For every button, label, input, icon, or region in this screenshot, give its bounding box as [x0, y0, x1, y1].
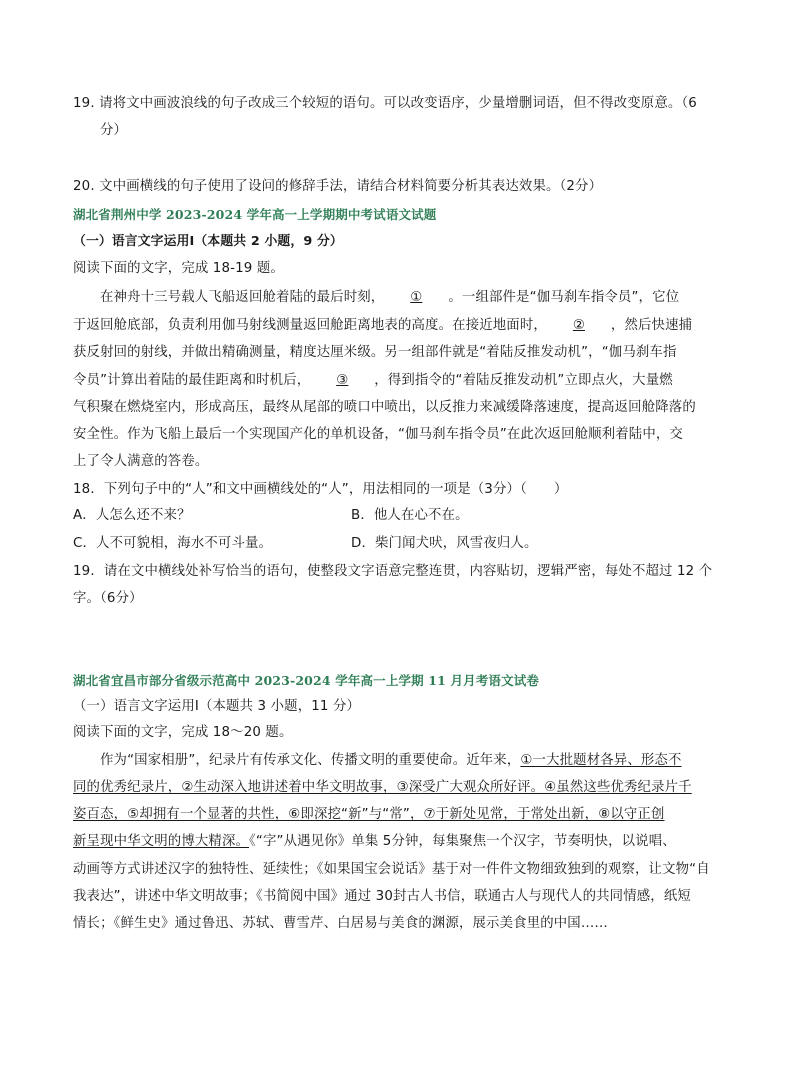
passage-2-line-4 — [73, 832, 725, 852]
section-1-instruction: 阅读下面的文字，完成 18-19 题。 — [73, 261, 284, 276]
passage-2-line-7: 情长；《鲜生史》通过鲁迅、苏轼、曹雪芹、白居易与美食的渊源，展示美食里的中国…… — [73, 916, 608, 931]
underlined-sentence: ①一大批题材各异、形态不 — [520, 753, 682, 768]
question-18-text: 18．下列句子中的“人”和文中画横线处的“人”，用法相同的一项是（3分）（ ） — [73, 482, 568, 497]
option-c: C．人不可貌相，海水不可斗量。 — [73, 536, 273, 551]
question-19-text-cont: 字。（6分） — [73, 591, 143, 606]
option-a: A．人怎么还不来？ — [73, 508, 191, 523]
passage-1-line-3: 获反射回的射线，并做出精确测量，精度达厘米级。另一组部件就是“着陆反推发动机”，“伽马刹车指 — [73, 345, 677, 360]
passage-text: 。一组部件是“伽马刹车指令员”，它位 — [448, 290, 680, 305]
passage-1-line-4 — [73, 371, 725, 391]
question-19-text-cont: 分） — [100, 123, 128, 138]
passage-text: 在神舟十三号载人飞船返回舱着陆的最后时刻， — [100, 290, 385, 305]
passage-1-line-2 — [73, 316, 725, 336]
passage-text: ，得到指令的“着陆反推发动机”立即点火，大量燃 — [374, 373, 673, 388]
question-19-text: 19．请在文中横线处补写恰当的语句，使整段文字语意完整连贯，内容贴切，逻辑严密，每处不超过 12 个 — [73, 564, 713, 579]
option-b: B．他人在心不在。 — [351, 508, 469, 523]
section-2-instruction: 阅读下面的文字，完成 18～20 题。 — [73, 725, 293, 740]
section-1-subtitle: （一）语言文字运用Ⅰ（本题共 2 小题，9 分） — [73, 234, 343, 249]
section-2-subtitle: （一）语言文字运用Ⅰ（本题共 3 小题，11 分） — [73, 699, 361, 714]
section-2-title: 湖北省宜昌市部分省级示范高中 2023-2024 学年高一上学期 11 月月考语文试卷 — [73, 673, 540, 688]
blank-3: ③ — [336, 373, 349, 388]
option-d: D．柴门闻犬吠，风雪夜归人。 — [351, 536, 538, 551]
passage-2-line-5: 动画等方式讲述汉字的独特性、延续性；《如果国宝会说话》基于对一件件文物细致独到的观察，让文物“自 — [73, 862, 710, 877]
passage-text: 令员”计算出着陆的最佳距离和时机后， — [73, 373, 311, 388]
passage-text: 《“字”从遇见你》单集 5分钟，每集聚焦一个汉字，节奏明快，以说唱、 — [249, 834, 676, 849]
blank-1: ① — [410, 290, 423, 305]
passage-1-line-6: 安全性。作为飞船上最后一个实现国产化的单机设备，“伽马刹车指令员”在此次返回舱顺利着陆中，交 — [73, 427, 683, 442]
passage-text: 于返回舱底部，负责利用伽马射线测量返回舱距离地表的高度。在接近地面时， — [73, 318, 547, 333]
passage-2-line-3: 姿百态，⑤却拥有一个显著的共性，⑥即深挖“新”与“常”，⑦于新处见常，于常处出新，⑧以守正创 — [73, 807, 665, 822]
passage-text: 作为“国家相册”，纪录片有传承文化、传播文明的重要使命。近年来， — [100, 753, 521, 768]
blank-2: ② — [572, 318, 585, 333]
passage-2-line-1 — [73, 751, 752, 771]
passage-2-line-6: 我表达”，讲述中华文明故事；《书简阅中国》通过 30封古人书信，联通古人与现代人的共同情感，纸短 — [73, 889, 691, 904]
passage-text: ，然后快速捕 — [610, 318, 693, 333]
question-19-text: 19. 请将文中画波浪线的句子改成三个较短的语句。可以改变语序，少量增删词语，但不得改变原意。（6 — [73, 96, 697, 111]
underlined-sentence: 新呈现中华文明的博大精深。 — [73, 834, 250, 849]
section-1-title: 湖北省荆州中学 2023-2024 学年高一上学期期中考试语文试题 — [73, 207, 437, 222]
passage-2-line-2: 同的优秀纪录片，②生动深入地讲述着中华文明故事，③深受广大观众所好评。④虽然这些优秀纪录片千 — [73, 780, 692, 795]
passage-1-line-7: 上了令人满意的答卷。 — [73, 454, 209, 469]
passage-1-line-1 — [73, 288, 752, 308]
question-20-text: 20. 文中画横线的句子使用了设问的修辞手法，请结合材料简要分析其表达效果。（2分） — [73, 179, 603, 194]
passage-1-line-5: 气积聚在燃烧室内，形成高压，最终从尾部的喷口中喷出，以反推力来减缓降落速度，提高返回舱降落的 — [73, 400, 696, 415]
